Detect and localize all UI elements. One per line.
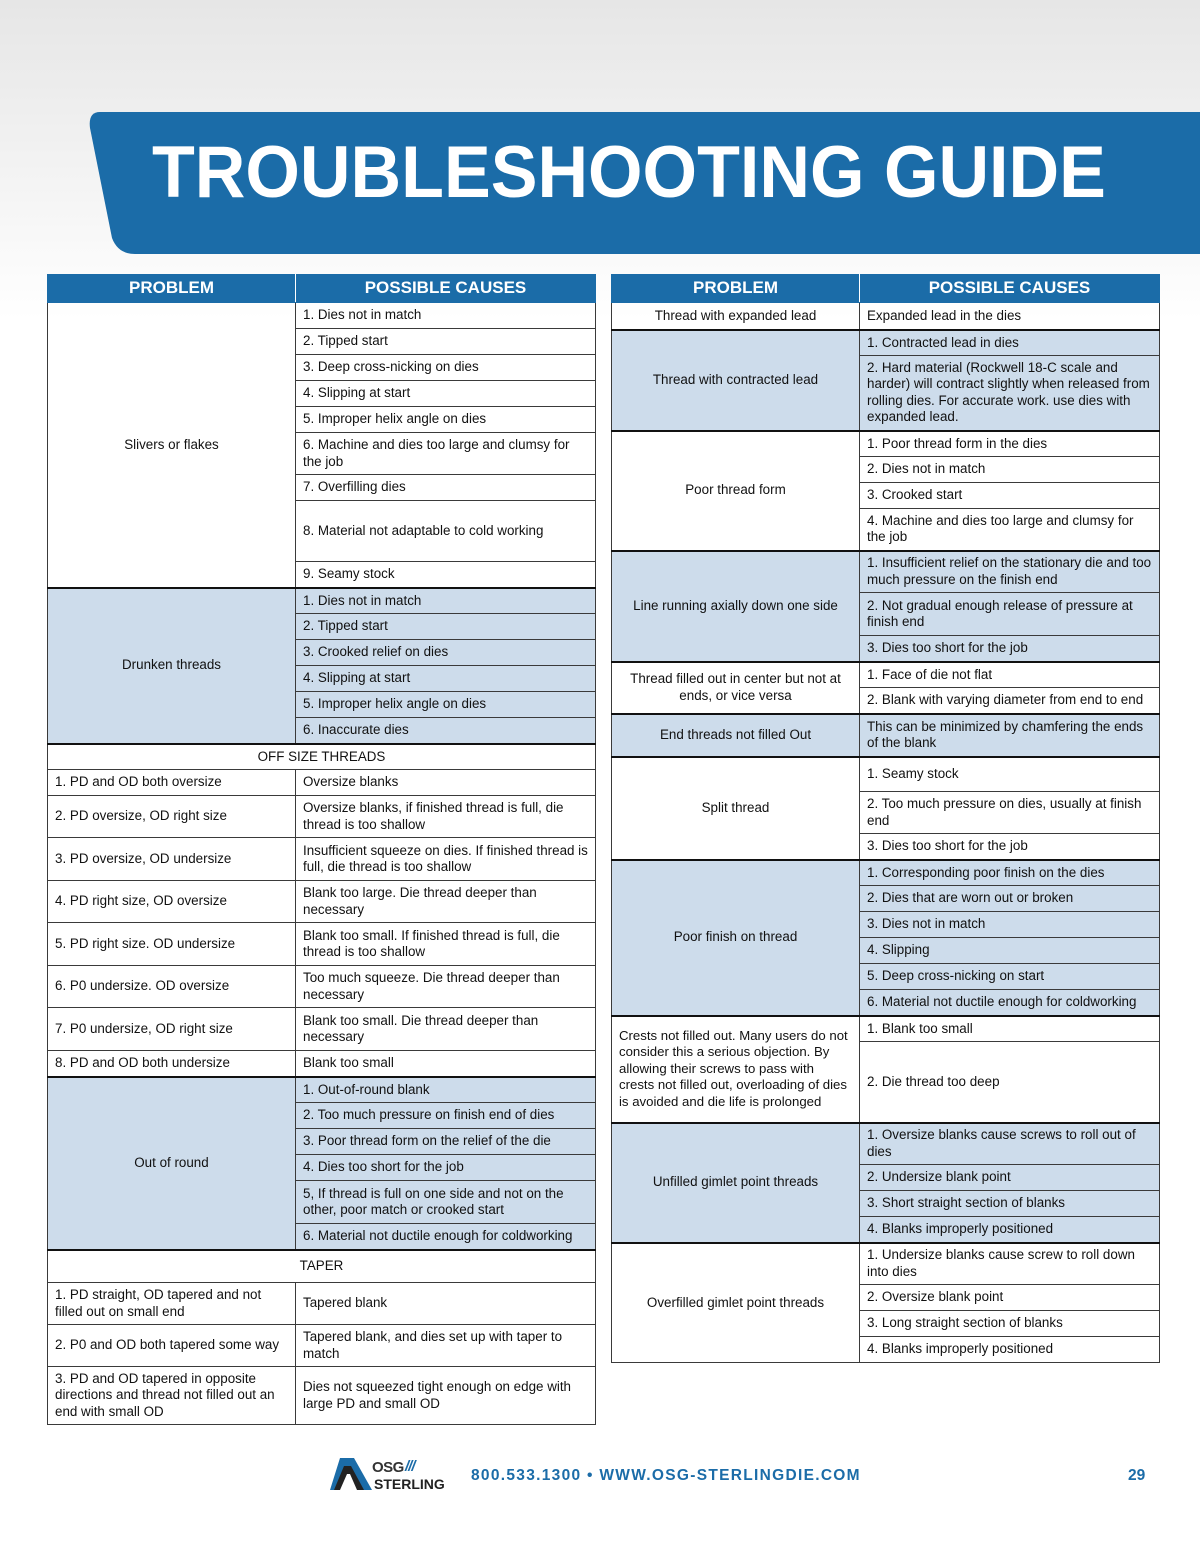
- cause-cell: Blank too small. If finished thread is full, die thread is too shallow: [296, 923, 596, 966]
- problem-cell: Unfilled gimlet point threads: [612, 1123, 860, 1243]
- problem-cell: Slivers or flakes: [48, 303, 296, 588]
- cause-cell: 1. Dies not in match: [296, 588, 596, 614]
- cause-cell: 4. Blanks improperly positioned: [860, 1337, 1160, 1363]
- cause-cell: 5. Improper helix angle on dies: [296, 407, 596, 433]
- table-row: [612, 303, 1160, 330]
- logo-text-osg: OSG: [372, 1459, 404, 1476]
- cause-cell: 2. Too much pressure on dies, usually at finish end: [860, 792, 1160, 834]
- table-row: [48, 1325, 596, 1367]
- problem-cell: 7. P0 undersize, OD right size: [48, 1008, 296, 1051]
- table-row: [48, 796, 596, 838]
- problem-cell: 2. P0 and OD both tapered some way: [48, 1325, 296, 1367]
- page-number: 29: [1128, 1467, 1146, 1484]
- problem-cell: 4. PD right size, OD oversize: [48, 881, 296, 923]
- problem-column-header: PROBLEM: [48, 275, 296, 303]
- problem-cell: 1. PD and OD both oversize: [48, 770, 296, 796]
- problem-cell: Thread with contracted lead: [612, 330, 860, 431]
- cause-cell: 4. Slipping: [860, 938, 1160, 964]
- cause-cell: 3. Dies too short for the job: [860, 834, 1160, 860]
- table-row: [48, 838, 596, 881]
- cause-cell: 1. Out-of-round blank: [296, 1077, 596, 1103]
- cause-cell: Oversize blanks, if finished thread is full, die thread is too shallow: [296, 796, 596, 838]
- cause-cell: 2. Hard material (Rockwell 18-C scale and harder) will contract slightly when released from rolling dies. For accurate work. use dies with expanded lead.: [860, 356, 1160, 431]
- cause-cell: 1. Face of die not flat: [860, 662, 1160, 688]
- cause-cell: 3. Crooked start: [860, 483, 1160, 509]
- causes-column-header: POSSIBLE CAUSES: [296, 275, 596, 303]
- cause-cell: 2. Tipped start: [296, 329, 596, 355]
- cause-cell: 1. Blank too small: [860, 1016, 1160, 1042]
- cause-cell: 1. Seamy stock: [860, 757, 1160, 792]
- logo-slashes: ///: [405, 1458, 415, 1475]
- table-row: [612, 714, 1160, 757]
- problem-cell: End threads not filled Out: [612, 714, 860, 757]
- table-row: [48, 770, 596, 796]
- cause-cell: Blank too small. Die thread deeper than necessary: [296, 1008, 596, 1051]
- cause-cell: 1. Contracted lead in dies: [860, 330, 1160, 356]
- cause-cell: 1. Undersize blanks cause screw to roll down into dies: [860, 1243, 1160, 1285]
- table-row: [48, 1367, 596, 1425]
- table-row: [48, 881, 596, 923]
- table-row: [612, 860, 1160, 886]
- cause-cell: 2. Not gradual enough release of pressure at finish end: [860, 593, 1160, 636]
- cause-cell: 1. Dies not in match: [296, 303, 596, 329]
- table-row: [612, 662, 1160, 688]
- problem-cell: Poor thread form: [612, 431, 860, 551]
- cause-cell: Blank too large. Die thread deeper than necessary: [296, 881, 596, 923]
- cause-cell: Insufficient squeeze on dies. If finished thread is full, die thread is too shallow: [296, 838, 596, 881]
- cause-cell: 5, If thread is full on one side and not on the other, poor match or crooked start: [296, 1181, 596, 1224]
- page-title: TROUBLESHOOTING GUIDE: [152, 132, 1106, 213]
- problem-cell: 6. P0 undersize. OD oversize: [48, 966, 296, 1008]
- cause-cell: 2. Dies not in match: [860, 457, 1160, 483]
- cause-cell: Tapered blank: [296, 1283, 596, 1325]
- problem-cell: Out of round: [48, 1077, 296, 1250]
- problem-cell: 1. PD straight, OD tapered and not filled out on small end: [48, 1283, 296, 1325]
- cause-cell: 1. Poor thread form in the dies: [860, 431, 1160, 457]
- cause-cell: 2. Blank with varying diameter from end to end: [860, 688, 1160, 714]
- table-row: [48, 303, 596, 329]
- cause-cell: 3. Long straight section of blanks: [860, 1311, 1160, 1337]
- cause-cell: 4. Machine and dies too large and clumsy for the job: [860, 509, 1160, 551]
- cause-cell: 6. Inaccurate dies: [296, 718, 596, 744]
- cause-cell: 3. Dies not in match: [860, 912, 1160, 938]
- cause-cell: 1. Oversize blanks cause screws to roll out of dies: [860, 1123, 1160, 1165]
- cause-cell: 2. Dies that are worn out or broken: [860, 886, 1160, 912]
- cause-cell: 1. Corresponding poor finish on the dies: [860, 860, 1160, 886]
- cause-cell: 2. Tipped start: [296, 614, 596, 640]
- cause-cell: 7. Overfilling dies: [296, 475, 596, 501]
- cause-cell: 3. Deep cross-nicking on dies: [296, 355, 596, 381]
- cause-cell: 2. Oversize blank point: [860, 1285, 1160, 1311]
- problem-cell: Drunken threads: [48, 588, 296, 744]
- cause-cell: Too much squeeze. Die thread deeper than necessary: [296, 966, 596, 1008]
- cause-cell: 9. Seamy stock: [296, 562, 596, 588]
- cause-cell: 2. Die thread too deep: [860, 1042, 1160, 1123]
- problem-cell: Line running axially down one side: [612, 551, 860, 662]
- right-troubleshooting-table: [611, 274, 1160, 1363]
- cause-cell: 8. Material not adaptable to cold working: [296, 501, 596, 562]
- cause-cell: Blank too small: [296, 1051, 596, 1077]
- logo-text-sterling: STERLING: [374, 1476, 445, 1492]
- cause-cell: 2. Too much pressure on finish end of dies: [296, 1103, 596, 1129]
- section-header-row: [48, 744, 596, 770]
- problem-column-header: PROBLEM: [612, 275, 860, 303]
- table-row: [612, 1016, 1160, 1042]
- problem-cell: 3. PD and OD tapered in opposite directions and thread not filled out an end with small OD: [48, 1367, 296, 1425]
- banner-shape: [0, 0, 1200, 260]
- table-row: [48, 966, 596, 1008]
- table-row: [48, 923, 596, 966]
- table-row: [48, 1051, 596, 1077]
- table-row: [48, 1077, 596, 1103]
- problem-cell: 3. PD oversize, OD undersize: [48, 838, 296, 881]
- cause-cell: 3. Dies too short for the job: [860, 636, 1160, 662]
- table-row: [612, 330, 1160, 356]
- problem-cell: 2. PD oversize, OD right size: [48, 796, 296, 838]
- cause-cell: 6. Machine and dies too large and clumsy for the job: [296, 433, 596, 475]
- problem-cell: Thread filled out in center but not at ends, or vice versa: [612, 662, 860, 714]
- cause-cell: 4. Slipping at start: [296, 666, 596, 692]
- table-row: [612, 431, 1160, 457]
- problem-cell: Overfilled gimlet point threads: [612, 1243, 860, 1363]
- cause-cell: 6. Material not ductile enough for coldworking: [860, 990, 1160, 1016]
- table-row: [612, 551, 1160, 593]
- table-row: [612, 1123, 1160, 1165]
- cause-cell: 6. Material not ductile enough for coldworking: [296, 1224, 596, 1250]
- cause-cell: Expanded lead in the dies: [860, 303, 1160, 330]
- footer-contact[interactable]: 800.533.1300 • WWW.OSG-STERLINGDIE.COM: [471, 1467, 861, 1484]
- taper-section-header: TAPER: [48, 1250, 596, 1283]
- title-banner: [0, 0, 1200, 260]
- table-header-row: [612, 275, 1160, 303]
- cause-cell: 5. Improper helix angle on dies: [296, 692, 596, 718]
- cause-cell: Dies not squeezed tight enough on edge with large PD and small OD: [296, 1367, 596, 1425]
- causes-column-header: POSSIBLE CAUSES: [860, 275, 1160, 303]
- problem-cell: Split thread: [612, 757, 860, 860]
- problem-cell: 5. PD right size. OD undersize: [48, 923, 296, 966]
- table-row: [48, 1008, 596, 1051]
- cause-cell: 4. Dies too short for the job: [296, 1155, 596, 1181]
- left-troubleshooting-table: [47, 274, 596, 1425]
- cause-cell: 5. Deep cross-nicking on start: [860, 964, 1160, 990]
- cause-cell: 1. Insufficient relief on the stationary die and too much pressure on the finish end: [860, 551, 1160, 593]
- cause-cell: Oversize blanks: [296, 770, 596, 796]
- problem-cell: Thread with expanded lead: [612, 303, 860, 330]
- cause-cell: 2. Undersize blank point: [860, 1165, 1160, 1191]
- problem-cell: Crests not filled out. Many users do not consider this a serious objection. By allowing their screws to pass with crests not filled out, overloading of dies is avoided and die life is prolonged: [612, 1016, 860, 1123]
- cause-cell: 3. Crooked relief on dies: [296, 640, 596, 666]
- problem-cell: 8. PD and OD both undersize: [48, 1051, 296, 1077]
- table-row: [612, 1243, 1160, 1285]
- table-row: [612, 757, 1160, 792]
- problem-cell: Poor finish on thread: [612, 860, 860, 1016]
- off-size-section-header: OFF SIZE THREADS: [48, 744, 596, 770]
- cause-cell: 4. Slipping at start: [296, 381, 596, 407]
- table-row: [48, 588, 596, 614]
- section-header-row: [48, 1250, 596, 1283]
- cause-cell: Tapered blank, and dies set up with taper to match: [296, 1325, 596, 1367]
- table-row: [48, 1283, 596, 1325]
- cause-cell: 3. Short straight section of blanks: [860, 1191, 1160, 1217]
- cause-cell: 4. Blanks improperly positioned: [860, 1217, 1160, 1243]
- cause-cell: 3. Poor thread form on the relief of the die: [296, 1129, 596, 1155]
- cause-cell: This can be minimized by chamfering the ends of the blank: [860, 714, 1160, 757]
- table-header-row: [48, 275, 596, 303]
